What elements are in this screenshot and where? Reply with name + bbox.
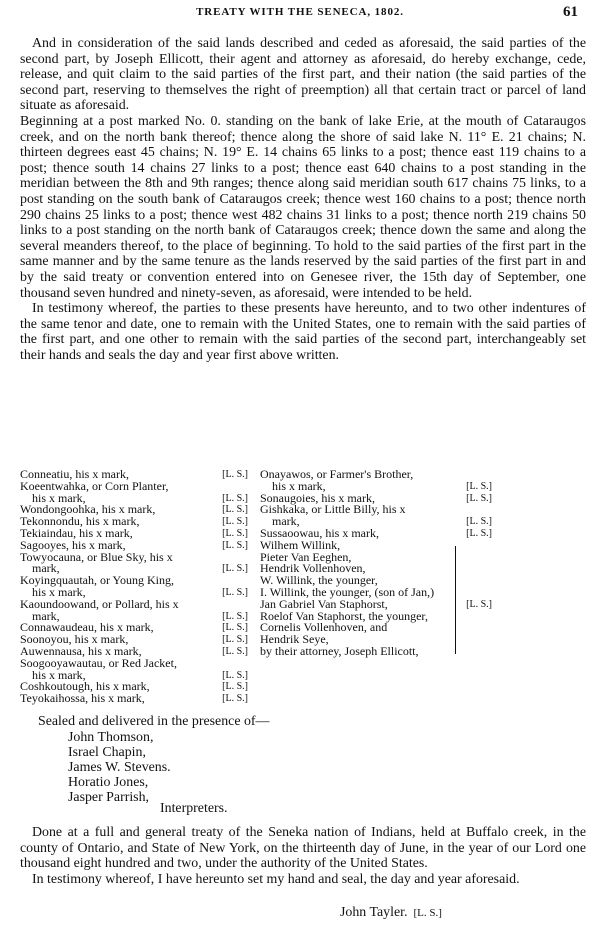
signatory-name: Towyocauna, or Blue Sky, his x	[20, 549, 173, 564]
seal-mark: [L. S.]	[222, 610, 248, 622]
seal-mark: [L. S.]	[222, 681, 248, 693]
seal-mark: [L. S.]	[466, 492, 492, 504]
signatory-entry	[260, 504, 492, 528]
seal-mark: [L. S.]	[222, 622, 248, 634]
witness-name: Jasper Parrish,	[68, 790, 150, 805]
signatory-name: Coshkoutough, his x mark,	[20, 679, 150, 694]
signatory-entry	[20, 575, 248, 599]
seal-mark: [L. S.]	[222, 527, 248, 539]
proprietor-name: Pieter Van Eeghen,	[260, 549, 352, 564]
proprietor-name: Hendrik Seye,	[260, 632, 329, 647]
signatory-name: Wondongoohka, his x mark,	[20, 502, 156, 517]
proprietor-name: I. Willink, the younger, (son of Jan,)	[260, 584, 435, 599]
seneca-signatures-left	[20, 469, 248, 705]
seal-mark: [L. S.]	[222, 693, 248, 705]
seal-mark: [L. S.]	[222, 645, 248, 657]
witness-name: John Thomson,	[68, 730, 154, 745]
signatory-entry	[20, 549, 248, 576]
witness-intro: Sealed and delivered in the presence of—	[38, 714, 270, 729]
signatory-entry	[20, 478, 248, 505]
seal-mark: [L. S.]	[222, 586, 248, 598]
proprietor-name: Wilhem Willink,	[260, 537, 341, 552]
signatory-name: Teyokaihossa, his x mark,	[20, 691, 145, 706]
signatory-name: Connawaudeau, his x mark,	[20, 620, 154, 635]
seal-mark: [L. S.]	[466, 527, 492, 539]
seal-mark: [L. S.]	[222, 492, 248, 504]
signatory-mark: his x mark,	[32, 584, 86, 599]
signatures-right-column	[260, 469, 492, 658]
witness-name: Israel Chapin,	[68, 745, 146, 760]
seneca-signatures-right	[260, 469, 492, 540]
signatory-name: Conneatiu, his x mark,	[20, 467, 129, 481]
signatory-name: Gishkaka, or Little Billy, his x	[260, 502, 406, 517]
signer-seal: [L. S.]	[413, 907, 442, 919]
signatory-name: Tekiaindau, his x mark,	[20, 525, 133, 540]
signatory-mark: his x mark,	[32, 490, 86, 505]
signatory-name: Auwennausa, his x mark,	[20, 643, 142, 658]
seal-mark: [L. S.]	[466, 480, 492, 492]
proprietor-name: Hendrik Vollenhoven,	[260, 561, 366, 576]
witness-name: James W. Stevens.	[68, 760, 171, 775]
signatory-name: Tekonnondu, his x mark,	[20, 514, 140, 529]
signer-name: John Tayler.	[340, 905, 408, 920]
signatory-name: Onayawos, or Farmer's Brother,	[260, 467, 414, 481]
signatory-name: Kaoundoowand, or Pollard, his x	[20, 596, 179, 611]
signatory-name: Koyingquautah, or Young King,	[20, 573, 175, 588]
paragraph-boundary: Beginning at a post marked No. 0. standing on the bank of lake Erie, at the mouth of Cataraugos creek, and on the north bank thereof; thence along the shore of said lake N. 11° E. 21 chains; N. thirteen degrees east 45 chains; N. 19° E. 14 chains 65 links to a post; thence east 119 chains to a post; thence south 14 chains 27 links to a post; thence east 640 chains to a post standing in the meridian between the 8th and 9th ranges; thence along said meridian south 617 chains 75 links, to a post standing on the south bank of Cataraugos creek; thence west 160 chains to a post; thence north 290 chains 25 links to a post; thence west 482 chains 31 links to a post; thence north 219 chains 50 links to a post standing on the north bank of Cataraugos creek; thence down the same and along the several meanders thereof, to the place of beginning. To hold to the said parties of the first part in the same manner and by the same tenure as the lands reserved by the said parties of the first part in and by the said treaty or convention entered into on Genesee river, the 15th day of September, one thousand seven hundred and ninety-seven, as aforesaid, were intended to be held.	[20, 113, 586, 301]
signatory-entry	[20, 655, 248, 682]
closing-paragraph-done: Done at a full and general treaty of the Seneka nation of Indians, held at Buffalo creek, in the county of Ontario, and State of New York, on the thirteenth day of June, in the year of our Lord one thousand eight hundred and two, under the authority of the United States.	[20, 825, 586, 872]
proprietor-name: Cornelis Vollenhoven, and	[260, 620, 388, 635]
witness-role: Interpreters.	[160, 801, 228, 816]
seal-mark: [L. S.]	[222, 516, 248, 528]
proprietor-name: Roelof Van Staphorst, the younger,	[260, 608, 428, 623]
signatory-mark: his x mark,	[272, 478, 326, 493]
proprietor-name: W. Willink, the younger,	[260, 573, 378, 588]
seal-mark: [L. S.]	[222, 469, 248, 480]
closing-text	[20, 825, 586, 887]
signatory-entry	[260, 469, 492, 493]
signatory-name: Koeentwahka, or Corn Planter,	[20, 478, 169, 493]
holland-land-company-group	[260, 537, 492, 658]
treaty-body	[20, 36, 586, 363]
proprietor-name: by their attorney, Joseph Ellicott,	[260, 643, 419, 658]
proprietor-name: Jan Gabriel Van Staphorst,	[260, 596, 388, 611]
signatory-mark: mark,	[32, 608, 60, 623]
page-header	[0, 4, 600, 22]
signatory-entry	[20, 693, 248, 705]
seal-mark: [L. S.]	[222, 563, 248, 575]
signatory-name: Sonaugoies, his x mark,	[260, 490, 375, 505]
signatory-mark: mark,	[32, 561, 60, 576]
seal-mark: [L. S.]	[222, 504, 248, 516]
group-seal: [L. S.]	[466, 598, 492, 610]
page-number: 61	[563, 4, 578, 20]
paragraph-exchange: And in consideration of the said lands described and ceded as aforesaid, the said parties of the second part, by Joseph Ellicott, their agent and attorney as aforesaid, do hereby exchange, cede, release, and quit claim to the said parties of the first part, and their nation (the said parties of the second part, reserving to themselves the right of preemption) all that certain tract or parcel of land situate as aforesaid.	[20, 36, 586, 114]
witness-name: Horatio Jones,	[68, 775, 149, 790]
signatory-name: Soonoyou, his x mark,	[20, 632, 129, 647]
seal-mark: [L. S.]	[466, 516, 492, 528]
running-head: TREATY WITH THE SENECA, 1802.	[196, 6, 404, 18]
signatory-name: Soogooyawautau, or Red Jacket,	[20, 655, 177, 670]
signatory-name: Sagooyes, his x mark,	[20, 537, 126, 552]
signatory-name: Sussaoowau, his x mark,	[260, 525, 379, 540]
dutch-proprietors-list	[260, 537, 446, 658]
signatory-mark: mark,	[272, 514, 300, 529]
seal-mark: [L. S.]	[222, 539, 248, 551]
seal-mark: [L. S.]	[222, 634, 248, 646]
paragraph-testimony: In testimony whereof, the parties to these presents have hereunto, and to two other indentures of the same tenor and date, one to remain with the United States, one to remain with the said parties of the first part, and one other to remain with the said parties of the second part, interchangeably set their hands and seals the day and year first above written.	[20, 301, 586, 363]
grouping-brace	[455, 546, 456, 654]
commissioner-signature	[340, 905, 442, 921]
signatory-entry	[20, 596, 248, 623]
seal-mark: [L. S.]	[222, 669, 248, 681]
closing-paragraph-testimony: In testimony whereof, I have hereunto set my hand and seal, the day and year aforesaid.	[32, 871, 520, 887]
signatory-mark: his x mark,	[32, 667, 86, 682]
